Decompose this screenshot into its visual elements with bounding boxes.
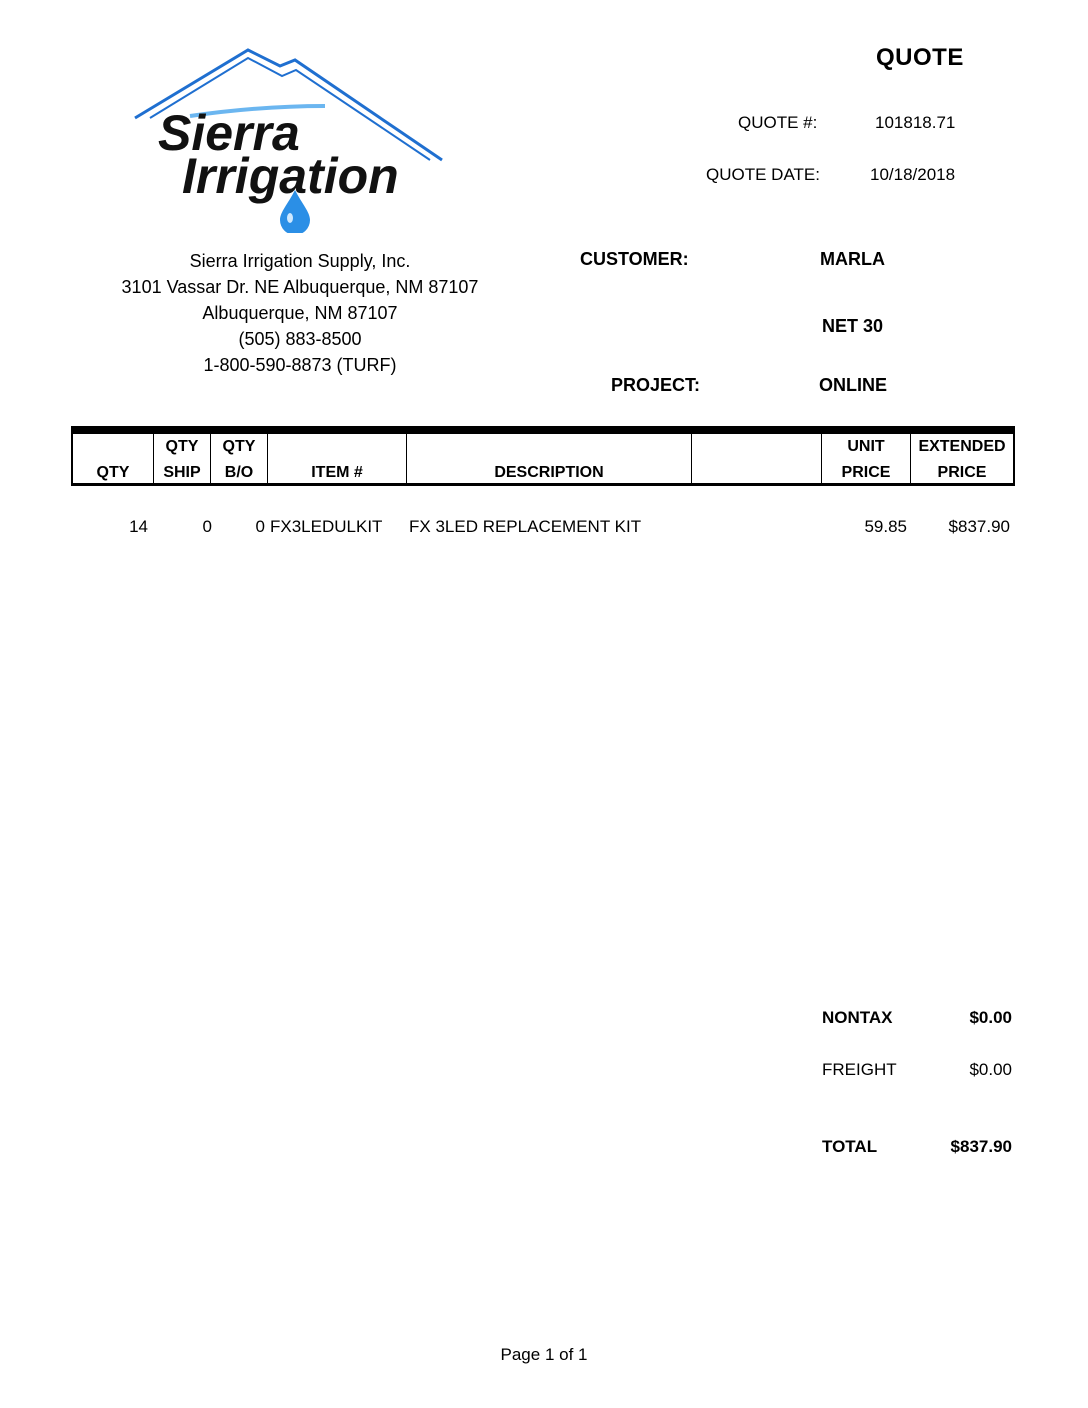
svg-text:Sierra: Sierra	[158, 105, 300, 161]
project-label: PROJECT:	[611, 375, 701, 395]
company-name: Sierra Irrigation Supply, Inc.	[189, 251, 411, 271]
row-description: FX 3LED REPLACEMENT KIT	[409, 517, 642, 536]
company-phone: (505) 883-8500	[238, 329, 362, 349]
company-address-line1: 3101 Vassar Dr. NE Albuquerque, NM 87107	[121, 277, 479, 297]
table-header	[71, 434, 1015, 486]
total-value: $837.90	[950, 1137, 1012, 1156]
header-blank	[692, 434, 822, 483]
company-address-line2: Albuquerque, NM 87107	[202, 303, 398, 323]
total-label: TOTAL	[822, 1137, 878, 1156]
quote-number: 101818.71	[875, 113, 956, 132]
quote-number-label: QUOTE #:	[738, 113, 818, 132]
freight-value: $0.00	[969, 1060, 1012, 1079]
customer-name: MARLA	[820, 249, 885, 269]
company-toll-free: 1-800-590-8873 (TURF)	[203, 355, 397, 375]
header-extended-price: EXTENDED PRICE	[918, 438, 1006, 481]
header-unit-price: UNIT PRICE	[822, 434, 911, 483]
freight-label: FREIGHT	[822, 1060, 897, 1079]
logo-graphic	[130, 48, 450, 233]
header-qty: QTY	[73, 434, 154, 483]
page-number: Page 1 of 1	[500, 1345, 588, 1364]
header-qty-bo: QTY B/O	[211, 434, 268, 483]
row-qty: 14	[129, 517, 148, 536]
table-header-bar	[71, 426, 1015, 434]
row-item: FX3LEDULKIT	[270, 517, 383, 536]
company-logo	[130, 48, 450, 233]
document-title: QUOTE	[876, 44, 964, 71]
header-qty-ship: QTY SHIP	[154, 434, 211, 483]
header-item: ITEM #	[268, 434, 407, 483]
row-unit-price: 59.85	[864, 517, 907, 536]
payment-terms: NET 30	[822, 316, 884, 336]
row-qty-ship: 0	[202, 517, 212, 536]
project-name: ONLINE	[819, 375, 888, 395]
quote-date-label: QUOTE DATE:	[706, 165, 820, 184]
row-qty-bo: 0	[255, 517, 265, 536]
customer-label: CUSTOMER:	[580, 249, 689, 269]
nontax-label: NONTAX	[822, 1008, 893, 1027]
nontax-value: $0.00	[969, 1008, 1012, 1027]
row-extended-price: $837.90	[948, 517, 1010, 536]
quote-date: 10/18/2018	[870, 165, 956, 184]
header-description: DESCRIPTION	[407, 434, 692, 483]
svg-text:Irrigation: Irrigation	[182, 148, 399, 204]
